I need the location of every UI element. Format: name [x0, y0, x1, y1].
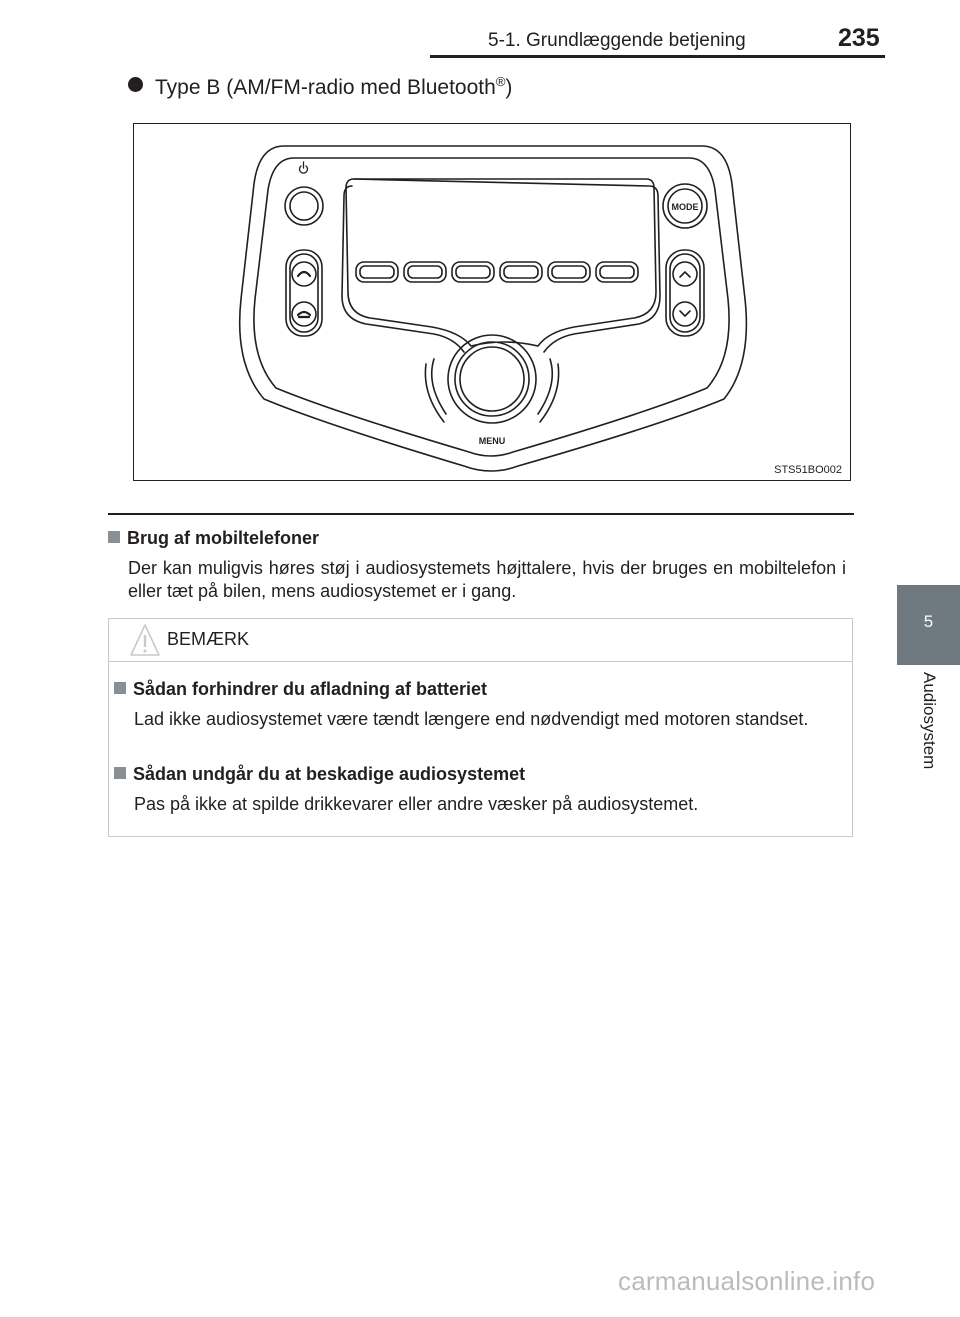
power-button: [285, 162, 323, 225]
mode-label: MODE: [671, 202, 699, 212]
square-bullet-icon: [108, 531, 120, 543]
registered-mark: ®: [495, 74, 506, 89]
seek-buttons: [666, 250, 704, 336]
bullet-icon: [128, 77, 143, 92]
warning-icon: [129, 622, 161, 658]
mode-button: [663, 184, 707, 228]
type-heading: [128, 74, 512, 100]
radio-figure: [133, 123, 851, 481]
separator-rule: [108, 513, 854, 515]
type-heading-close: ): [505, 76, 513, 99]
notice-box: [108, 618, 853, 837]
notice-item-body: Pas på ikke at spilde drikkevarer eller andre væsker på audiosystemet.: [134, 794, 699, 814]
watermark: carmanualsonline.info: [618, 1266, 876, 1296]
section-heading-text: Brug af mobiltelefoner: [127, 528, 320, 548]
square-bullet-icon: [114, 767, 126, 779]
figure-code: STS51BO002: [774, 464, 842, 476]
section-body: Der kan muligvis høres støj i audiosystemets højttalere, hvis der bruges en mobiltelefon i eller tæt på bilen, mens audiosystemet er i gang.: [128, 558, 846, 601]
notice-item-heading: [114, 679, 487, 700]
notice-item-body: Lad ikke audiosystemet være tændt længere end nødvendigt med motoren standset.: [134, 709, 809, 729]
notice-title: BEMÆRK: [167, 629, 250, 649]
preset-buttons: [356, 262, 638, 282]
type-heading-text: Type B (AM/FM-radio med Bluetooth: [155, 76, 496, 99]
chapter-label-text: Audiosystem: [919, 672, 939, 770]
radio-panel-illustration: [134, 124, 849, 479]
menu-knob: [425, 335, 558, 446]
section-heading: [108, 528, 319, 549]
chapter-label: [897, 672, 960, 802]
notice-item-heading-text: Sådan forhindrer du afladning af batteriet: [133, 679, 488, 699]
header-rule: [430, 55, 885, 58]
menu-label: MENU: [478, 436, 506, 446]
chapter-number: 5: [923, 612, 934, 631]
section-title: 5-1. Grundlæggende betjening: [488, 30, 746, 51]
page-number: 235: [838, 24, 880, 52]
notice-item-heading: [114, 764, 525, 785]
notice-header: [109, 619, 852, 662]
notice-item-heading-text: Sådan undgår du at beskadige audiosystemet: [133, 764, 526, 784]
phone-buttons: [286, 250, 322, 336]
square-bullet-icon: [114, 682, 126, 694]
